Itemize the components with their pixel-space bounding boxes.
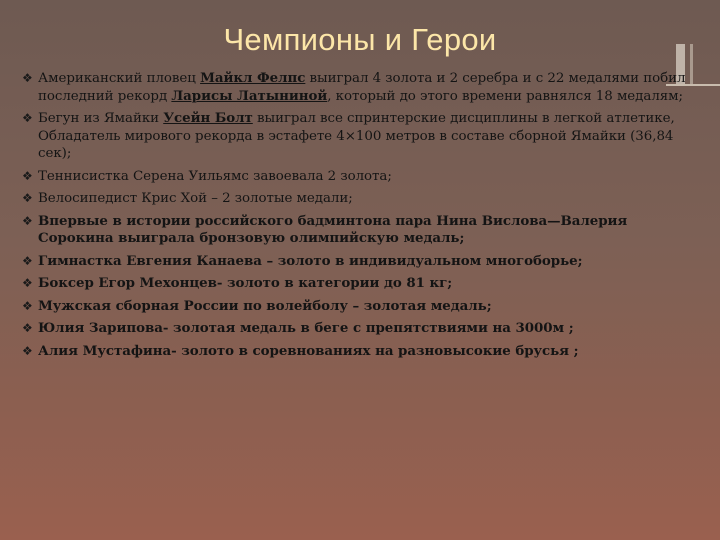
checkmark-diamond-icon: ❖ [22, 111, 33, 125]
list-item [22, 190, 692, 208]
list-item [22, 168, 692, 186]
item-text: Алия Мустафина- золото в соревнованиях на разновысокие брусья ; [38, 342, 579, 359]
checkmark-diamond-icon: ❖ [22, 321, 33, 335]
item-text: выиграл все спринтерские дисциплины в легкой атлетике, Обладатель мирового рекорда в эстафете 4×100 метров в составе сборной Ямайки (36,84 сек); [38, 111, 675, 161]
list-item [22, 320, 692, 338]
item-text: Юлия Зарипова- золотая медаль в беге с препятствиями на 3000м ; [38, 320, 574, 336]
item-text: Боксер Егор Мехонцев- золото в категории до 81 кг; [38, 275, 453, 291]
item-text: Мужская сборная России по волейболу – золотая медаль; [38, 297, 492, 314]
list-item [22, 343, 692, 361]
bullet-list [22, 70, 692, 365]
checkmark-diamond-icon: ❖ [22, 253, 33, 268]
list-item [22, 213, 692, 248]
checkmark-diamond-icon: ❖ [22, 191, 33, 205]
checkmark-diamond-icon: ❖ [22, 343, 33, 358]
item-text: Впервые в истории российского бадминтона пара Нина Вислова—Валерия Сорокина выиграла бронзовую олимпийскую медаль; [38, 212, 628, 246]
athlete-name: Майкл Фелпс [200, 70, 306, 86]
item-text: Гимнастка Евгения Канаева – золото в индивидуальном многоборье; [38, 252, 583, 269]
athlete-name: Усейн Болт [163, 110, 253, 126]
item-text: Американский пловец [38, 71, 201, 86]
item-text: Теннисистка Серена Уильямс завоевала 2 золота; [38, 168, 392, 184]
athlete-name: Ларисы Латыниной [171, 87, 328, 104]
checkmark-diamond-icon: ❖ [22, 71, 33, 85]
checkmark-diamond-icon: ❖ [22, 298, 33, 313]
list-item [22, 298, 692, 316]
checkmark-diamond-icon: ❖ [22, 168, 33, 183]
item-text: Бегун из Ямайки [38, 111, 164, 126]
item-text: , который до этого времени равнялся 18 медалям; [327, 88, 683, 104]
list-item [22, 110, 692, 163]
slide-title: Чемпионы и Герои [223, 22, 497, 57]
list-item [22, 275, 692, 293]
list-item [22, 253, 692, 271]
checkmark-diamond-icon: ❖ [22, 276, 33, 290]
list-item [22, 70, 692, 105]
item-text: Велосипедист Крис Хой – 2 золотые медали; [38, 191, 353, 206]
item-text: выиграл 4 золота и 2 серебра и с 22 медалями побил последний рекорд [38, 71, 686, 104]
checkmark-diamond-icon: ❖ [22, 213, 33, 228]
